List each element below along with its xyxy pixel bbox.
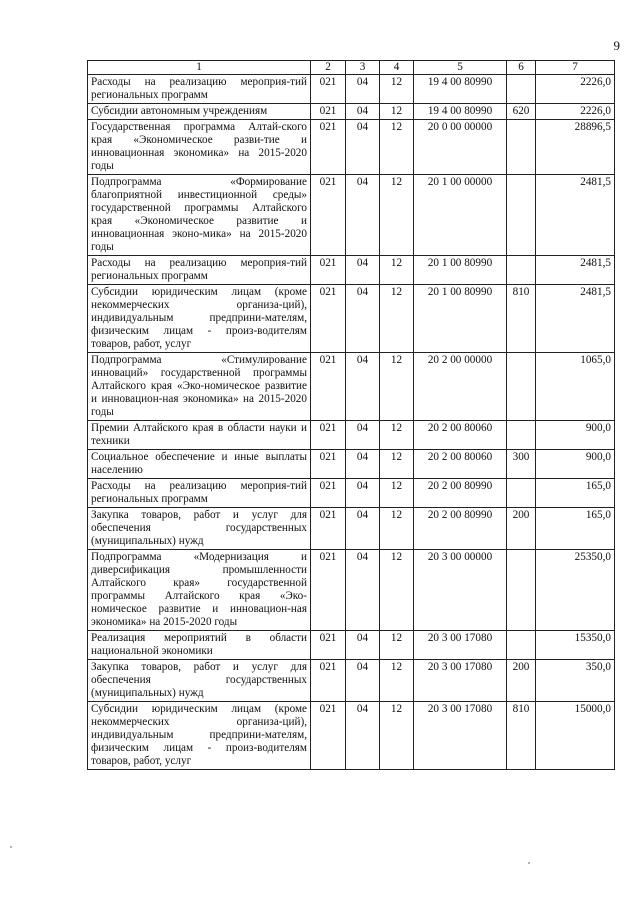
scan-speck [10,846,12,848]
table-header-row [88,61,615,75]
ministry-code-cell: 021 [311,353,346,421]
expense-type-cell: 200 [507,660,536,702]
subsection-code-cell: 12 [380,75,414,104]
ministry-code-cell: 021 [311,120,346,175]
target-article-cell: 20 3 00 00000 [414,550,507,631]
table-row [88,702,615,770]
table-row [88,256,615,285]
ministry-code-cell: 021 [311,508,346,550]
column-header: 4 [380,61,414,75]
expense-type-cell [507,175,536,256]
section-code-cell: 04 [346,421,380,450]
target-article-cell: 20 3 00 17080 [414,660,507,702]
table-row [88,353,615,421]
section-code-cell: 04 [346,353,380,421]
section-code-cell: 04 [346,75,380,104]
expense-type-cell [507,75,536,104]
section-code-cell: 04 [346,285,380,353]
section-code-cell: 04 [346,508,380,550]
expense-type-cell: 200 [507,508,536,550]
ministry-code-cell: 021 [311,702,346,770]
target-article-cell: 20 2 00 80990 [414,508,507,550]
row-name-cell: Подпрограмма «Стимулирование инноваций» государственной программы Алтайского края «Эко-номическое развитие и инновацион-ная экономика» на 2015-2020 годы [88,353,311,421]
scan-speck [528,862,530,864]
table-row [88,104,615,120]
expense-type-cell [507,479,536,508]
ministry-code-cell: 021 [311,479,346,508]
row-name-cell: Премии Алтайского края в области науки и техники [88,421,311,450]
target-article-cell: 20 1 00 80990 [414,256,507,285]
subsection-code-cell: 12 [380,285,414,353]
expense-type-cell: 810 [507,285,536,353]
ministry-code-cell: 021 [311,256,346,285]
column-header: 7 [536,61,615,75]
table-row [88,479,615,508]
section-code-cell: 04 [346,450,380,479]
subsection-code-cell: 12 [380,550,414,631]
amount-cell: 2481,5 [536,285,615,353]
expense-type-cell [507,421,536,450]
target-article-cell: 20 2 00 00000 [414,353,507,421]
table-row [88,285,615,353]
row-name-cell: Субсидии юридическим лицам (кроме некоммерческих организа-ций), индивидуальным предприни-мателям, физическим лицам - произ-водителям товаров, работ, услуг [88,285,311,353]
amount-cell: 900,0 [536,421,615,450]
target-article-cell: 20 1 00 00000 [414,175,507,256]
row-name-cell: Реализация мероприятий в области национальной экономики [88,631,311,660]
section-code-cell: 04 [346,702,380,770]
column-header: 5 [414,61,507,75]
section-code-cell: 04 [346,104,380,120]
row-name-cell: Подпрограмма «Формирование благоприятной инвестиционной среды» государственной программы Алтайского края «Экономическое развитие и инновационная эконо-мика» на 2015-2020 годы [88,175,311,256]
amount-cell: 1065,0 [536,353,615,421]
row-name-cell: Расходы на реализацию мероприя-тий региональных программ [88,256,311,285]
expense-type-cell: 810 [507,702,536,770]
target-article-cell: 20 0 00 00000 [414,120,507,175]
amount-cell: 2481,5 [536,256,615,285]
target-article-cell: 20 2 00 80060 [414,450,507,479]
row-name-cell: Подпрограмма «Модернизация и диверсификация промышленности Алтайского края» государственной программы Алтайского края «Эко-номическое развитие и инновацион-ная экономика» на 2015-2020 годы [88,550,311,631]
row-name-cell: Закупка товаров, работ и услуг для обеспечения государственных (муниципальных) нужд [88,508,311,550]
table-row [88,660,615,702]
amount-cell: 350,0 [536,660,615,702]
row-name-cell: Государственная программа Алтай-ского края «Экономическое разви-тие и инновационная экономика» на 2015-2020 годы [88,120,311,175]
expense-type-cell [507,120,536,175]
subsection-code-cell: 12 [380,256,414,285]
target-article-cell: 20 3 00 17080 [414,702,507,770]
ministry-code-cell: 021 [311,660,346,702]
amount-cell: 28896,5 [536,120,615,175]
subsection-code-cell: 12 [380,120,414,175]
table-row [88,508,615,550]
table-row [88,421,615,450]
row-name-cell: Расходы на реализацию мероприя-тий региональных программ [88,75,311,104]
ministry-code-cell: 021 [311,421,346,450]
column-header: 3 [346,61,380,75]
ministry-code-cell: 021 [311,175,346,256]
section-code-cell: 04 [346,256,380,285]
amount-cell: 25350,0 [536,550,615,631]
section-code-cell: 04 [346,631,380,660]
subsection-code-cell: 12 [380,660,414,702]
table-row [88,631,615,660]
table-row [88,120,615,175]
subsection-code-cell: 12 [380,479,414,508]
amount-cell: 165,0 [536,479,615,508]
subsection-code-cell: 12 [380,421,414,450]
row-name-cell: Субсидии автономным учреждениям [88,104,311,120]
row-name-cell: Субсидии юридическим лицам (кроме некоммерческих организа-ций), индивидуальным предприни-мателям, физическим лицам - произ-водителям товаров, работ, услуг [88,702,311,770]
ministry-code-cell: 021 [311,550,346,631]
amount-cell: 2226,0 [536,104,615,120]
column-header: 2 [311,61,346,75]
target-article-cell: 19 4 00 80990 [414,75,507,104]
column-header: 6 [507,61,536,75]
section-code-cell: 04 [346,175,380,256]
expense-type-cell [507,631,536,660]
subsection-code-cell: 12 [380,702,414,770]
subsection-code-cell: 12 [380,175,414,256]
amount-cell: 2226,0 [536,75,615,104]
subsection-code-cell: 12 [380,631,414,660]
section-code-cell: 04 [346,479,380,508]
amount-cell: 2481,5 [536,175,615,256]
target-article-cell: 20 3 00 17080 [414,631,507,660]
column-header: 1 [88,61,311,75]
expense-type-cell [507,550,536,631]
ministry-code-cell: 021 [311,75,346,104]
row-name-cell: Расходы на реализацию мероприя-тий региональных программ [88,479,311,508]
row-name-cell: Социальное обеспечение и иные выплаты населению [88,450,311,479]
target-article-cell: 19 4 00 80990 [414,104,507,120]
ministry-code-cell: 021 [311,285,346,353]
section-code-cell: 04 [346,550,380,631]
budget-table [87,60,615,770]
expense-type-cell: 620 [507,104,536,120]
ministry-code-cell: 021 [311,450,346,479]
expense-type-cell [507,353,536,421]
expense-type-cell [507,256,536,285]
amount-cell: 900,0 [536,450,615,479]
section-code-cell: 04 [346,120,380,175]
subsection-code-cell: 12 [380,353,414,421]
amount-cell: 15350,0 [536,631,615,660]
ministry-code-cell: 021 [311,631,346,660]
expense-type-cell: 300 [507,450,536,479]
table-row [88,550,615,631]
subsection-code-cell: 12 [380,104,414,120]
page-number: 9 [613,38,620,53]
subsection-code-cell: 12 [380,508,414,550]
table-row [88,175,615,256]
section-code-cell: 04 [346,660,380,702]
subsection-code-cell: 12 [380,450,414,479]
table-row [88,75,615,104]
ministry-code-cell: 021 [311,104,346,120]
amount-cell: 15000,0 [536,702,615,770]
table-row [88,450,615,479]
amount-cell: 165,0 [536,508,615,550]
target-article-cell: 20 2 00 80990 [414,479,507,508]
row-name-cell: Закупка товаров, работ и услуг для обеспечения государственных (муниципальных) нужд [88,660,311,702]
target-article-cell: 20 2 00 80060 [414,421,507,450]
target-article-cell: 20 1 00 80990 [414,285,507,353]
